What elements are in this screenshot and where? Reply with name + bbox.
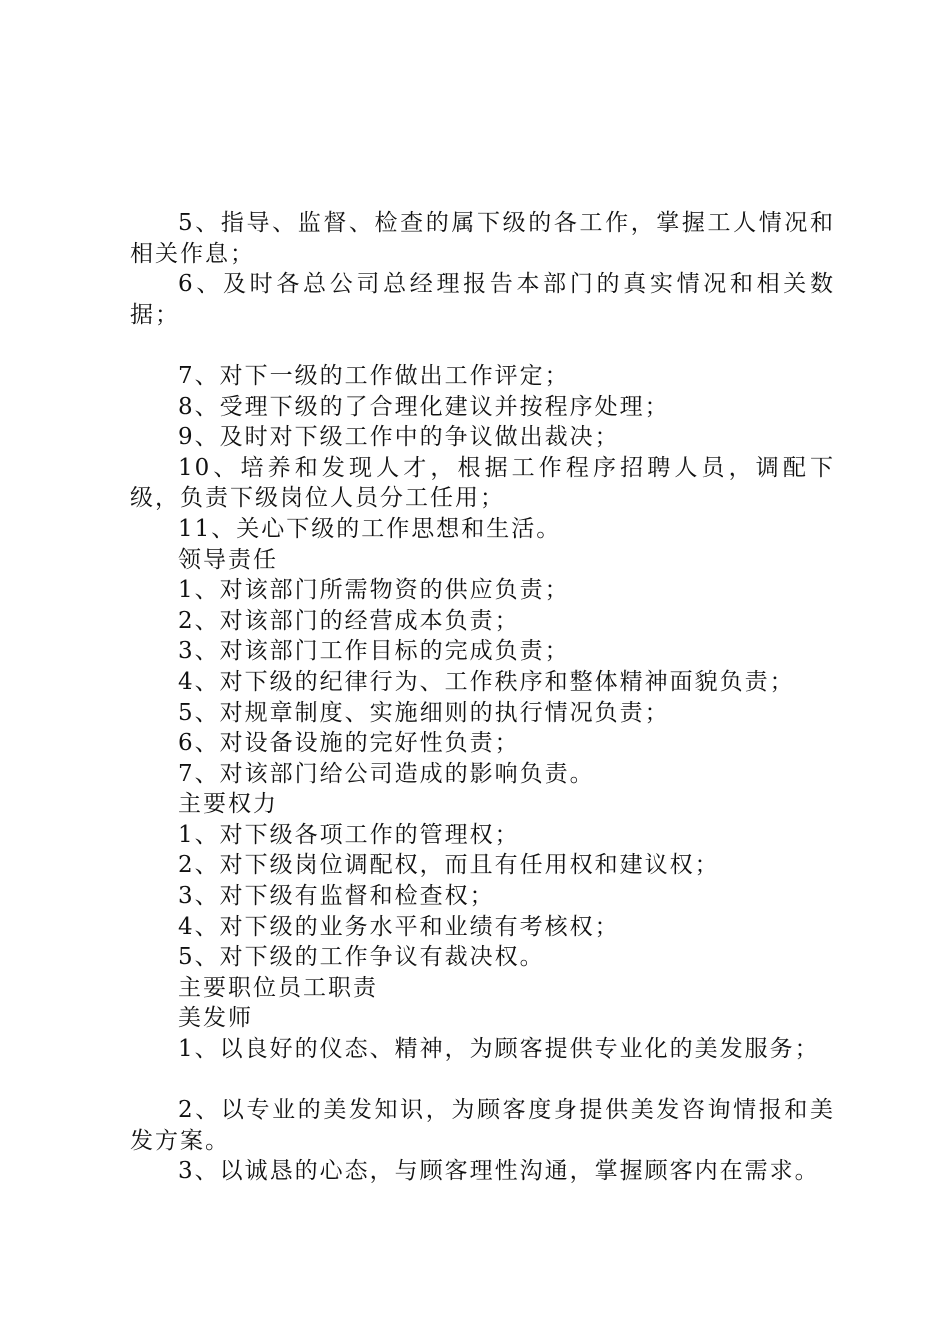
paragraph-item-7-evaluation: 7、对下一级的工作做出工作评定； — [178, 362, 570, 389]
section-heading-staff-duties: 主要职位员工职责 — [178, 974, 378, 1001]
authority-item-1: 1、对下级各项工作的管理权； — [178, 821, 520, 848]
leadership-item-2: 2、对该部门的经营成本负责； — [178, 607, 520, 634]
leadership-item-6: 6、对设备设施的完好性负责； — [178, 730, 520, 757]
paragraph-item-10-talent: 10、培养和发现人才，根据工作程序招聘人员，调配下级，负责下级岗位人员分工任用； — [130, 454, 835, 512]
authority-item-2: 2、对下级岗位调配权，而且有任用权和建议权； — [178, 852, 720, 879]
blank-line — [130, 330, 835, 361]
leadership-item-4: 4、对下级的纪律行为、工作秩序和整体精神面貌负责； — [178, 668, 795, 695]
paragraph-item-5-guidance: 5、指导、监督、检查的属下级的各工作，掌握工人情况和相关作息； — [130, 210, 835, 267]
authority-item-3: 3、对下级有监督和检查权； — [178, 883, 495, 910]
section-heading-authority: 主要权力 — [178, 791, 278, 818]
hairdresser-item-3: 3、以诚恳的心态，与顾客理性沟通，掌握顾客内在需求。 — [178, 1158, 820, 1185]
section-heading-leadership: 领导责任 — [178, 546, 278, 573]
authority-item-5: 5、对下级的工作争议有裁决权。 — [178, 944, 545, 971]
paragraph-item-8-suggestions: 8、受理下级的了合理化建议并按程序处理； — [178, 393, 670, 420]
subheading-hairdresser: 美发师 — [178, 1005, 253, 1032]
blank-line — [130, 1065, 835, 1096]
paragraph-item-9-disputes: 9、及时对下级工作中的争议做出裁决； — [178, 424, 620, 451]
hairdresser-item-1: 1、以良好的仪态、精神，为顾客提供专业化的美发服务； — [178, 1036, 820, 1063]
paragraph-item-6-report: 6、及时各总公司总经理报告本部门的真实情况和相关数据； — [130, 271, 835, 328]
paragraph-item-11-care: 11、关心下级的工作思想和生活。 — [178, 515, 562, 542]
leadership-item-1: 1、对该部门所需物资的供应负责； — [178, 577, 570, 604]
leadership-item-5: 5、对规章制度、实施细则的执行情况负责； — [178, 699, 670, 726]
leadership-item-3: 3、对该部门工作目标的完成负责； — [178, 638, 570, 665]
authority-item-4: 4、对下级的业务水平和业绩有考核权； — [178, 913, 620, 940]
leadership-item-7: 7、对该部门给公司造成的影响负责。 — [178, 760, 595, 787]
document-body — [130, 208, 835, 1187]
hairdresser-item-2: 2、以专业的美发知识，为顾客度身提供美发咨询情报和美发方案。 — [130, 1097, 835, 1154]
